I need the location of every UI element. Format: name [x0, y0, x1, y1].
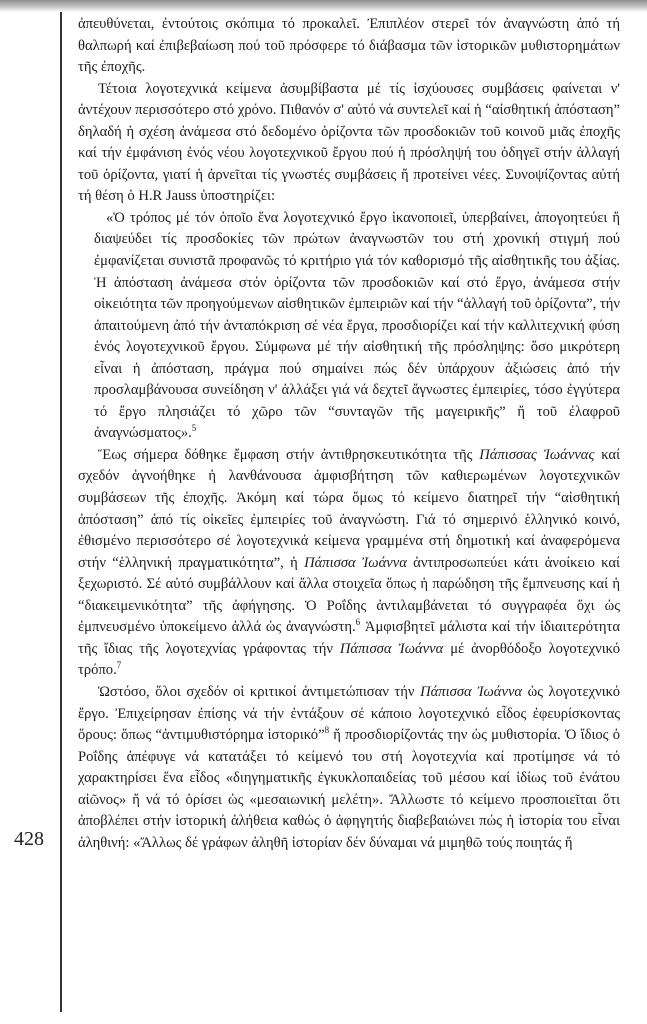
footnote-ref-8: 8: [324, 725, 330, 736]
quotation-text: «Ὁ τρόπος μέ τόν ὁποῖο ἕνα λογοτεχνικό ἔργο ἱκανοποιεῖ, ὑπερβαίνει, ἀπογοητεύει ἤ διαψεύδει τίς προσδοκίες τῶν πρώτων ἀναγνωστῶν του στή χρονική στιγμή πού ἐμφανίζεται συνιστᾶ προφανῶς τό κριτήριο γιά τόν καθορισμό τῆς αἰσθητικῆς του ἀξίας. Ἡ ἀπόσταση ἀνάμεσα στόν ὁρίζοντα τῶν προσδοκιῶν καί στό ἔργο, ἀνάμεσα στήν οἰκειότητα τῶν προηγούμενων αἰσθητικῶν ἐμπειριῶν καί τήν “ἀλλαγή τοῦ ὁρίζοντα”, τήν ἀπαιτούμενη ἀπό τήν ἀνταπόκριση σέ νέα ἔργα, προσδιορίζει καί τήν καλλιτεχνική φύση ἑνός λογοτεχνικοῦ ἔργου. Σύμφωνα μέ τήν αἰσθητική τῆς πρόσληψης: ὅσο μικρότερη εἶναι ἡ ἀπόσταση, πράγμα πού σημαίνει πώς δέν ὑπάρχουν ἀξιώσεις ἀπό τήν προσλαμβάνουσα συνείδηση ν' ἀλλάξει γιά νά δεχτεῖ ἄγνωστες ἐμπειρίες, τόσο ἐγγύτερα τό ἔργο πλησιάζει τό χῶρο τῶν “συνταγῶν τῆς μαγειρικῆς” ἤ τοῦ ἐλαφροῦ ἀναγνώσματος».: [94, 209, 620, 442]
paragraph-pope-joan: Ἕως σήμερα δόθηκε ἔμφαση στήν ἀντιθρησκευτικότητα τῆς Πάπισσας Ἰωάννας καί σχεδόν ἀγνοήθηκε ἡ λανθάνουσα ἀμφισβήτηση τῶν καθιερωμένων λογοτεχνικῶν συμβάσεων τῆς ἐποχῆς. Ἀκόμη καί τώρα ὅμως τό κείμενο διατηρεῖ τήν “αἰσθητική ἀπόσταση” ἀπό τίς οἰκεῖες ἐμπειρίες τοῦ ἀναγνώστη. Γιά τό σημερινό ἑλληνικό κοινό, ἐθισμένο περισσότερο σέ λογοτεχνικά κείμενα γραμμένα στή δημοτική καί ἀναφερόμενα στήν “ἑλληνική πραγματικότητα”, ἡ Πάπισσα Ἰωάννα ἀντιπροσωπεύει κάτι ἀνοίκειο καί ξεχωριστό. Σέ αὐτό συμβάλλουν καί ἄλλα στοιχεῖα ὅπως ἡ παρώδηση τῆς ἔμπνευσης καί ἡ “διακειμενικότητα” τῆς ἀφήγησης. Ὁ Ροΐδης ἀντιλαμβάνεται τό συγγραφέα ὄχι ὡς ἐμπνευσμένο ὑποκείμενο ἀλλά ὡς ἀναγνώστη.$^6$ Ἀμφισβητεῖ μάλιστα καί τήν ἰδιαιτερότητα τῆς ἴδιας τῆς λογοτεχνίας γράφοντας τήν Πάπισσα Ἰωάννα μέ ἀνορθόδοξο λογοτεχνικό τρόπο.$^7$: [78, 446, 621, 679]
work-title: Πάπισσα Ἰωάννα: [339, 640, 444, 657]
paragraph-aesthetic-distance: Τέτοια λογοτεχνικά κείμενα ἀσυμβίβαστα μέ τίς ἰσχύουσες συμβάσεις φαίνεται ν' ἀντέχουν περισσότερο στό χρόνο. Πιθανόν σ' αὐτό νά συντελεῖ καί ἡ “αἰσθητική ἀπόσταση” δηλαδή ἡ σχέση ἀνάμεσα στό δεδομένο ὁρίζοντα τῶν προσδοκιῶν τοῦ κοινοῦ μιᾶς ἐποχῆς καί τήν ἐμφάνιση ἑνός νέου λογοτεχνικοῦ ἔργου πού ἡ πρόσληψή του ὁδηγεῖ στήν ἀλλαγή τοῦ ὁρίζοντα, γιατί ἡ ἀρνεῖται τίς γνωστές συμβάσεις ἤ προτείνει νέες. Συνοψίζοντας αὐτή τή θέση ὁ H.R Jauss ὑποστηρίζει:: [78, 80, 620, 205]
page-number: 428: [14, 828, 44, 850]
paragraph-critics: Ὡστόσο, ὅλοι σχεδόν οἱ κριτικοί ἀντιμετώπισαν τήν Πάπισσα Ἰωάννα ὡς λογοτεχνικό ἔργο. Ἐπιχείρησαν ἐπίσης νά τήν ἐντάξουν σέ κάποιο λογοτεχνικό εἶδος ἐφευρίσκοντας ὅρους: ὅπως “ἀντιμυθιστόρημα ἱστορικό”$^8$ ἤ προσδιορίζοντάς την ὡς μυθιστορία. Ὁ ἴδιος ὁ Ροΐδης ἀπέφυγε νά κατατάξει τό κείμενό του στή λογοτεχνία καί προτίμησε νά τό χαρακτηρίσει ἕνα εἶδος «διηγηματικῆς ἐγκυκλοπαιδείας τοῦ μέσου καί ἰδίως τοῦ ἐνάτου αἰῶνος» ἤ νά τό ὁρίσει ὡς «μεσαιωνική μελέτη». Ἄλλωστε τό κείμενο προσποιεῖται ὅτι ἀποβλέπει στήν ἱστορική ἀλήθεια καθώς ὁ ἀφηγητής διαβεβαιώνει πώς ἡ ἱστορία του εἶναι ἀληθινή: «Ἄλλως δέ γράφων ἀληθῆ ἱστορίαν δέν δύναμαι νά μιμηθῶ τούς ποιητάς ἤ: [78, 683, 620, 851]
footnote-ref-5: 5: [191, 423, 197, 434]
paragraph-continued: ἀπευθύνεται, ἐντούτοις σκόπιμα τό προκαλεῖ. Ἐπιπλέον στερεῖ τόν ἀναγνώστη ἀπό τή θαλπωρή καί ἐπιβεβαίωση πού τοῦ πρόσφερε τό διάβασμα τῶν ἱστορικῶν μυθιστορημάτων τῆς ἐποχῆς.: [78, 16, 620, 76]
work-title: Πάπισσας Ἰωάννας: [479, 446, 595, 463]
jauss-quotation: [94, 208, 620, 445]
footnote-ref-7: 7: [116, 660, 122, 671]
footnote-ref-6: 6: [355, 617, 361, 628]
work-title: Πάπισσα Ἰωάννα: [420, 683, 523, 700]
margin-rule: [60, 12, 62, 1012]
work-title: Πάπισσα Ἰωάννα: [304, 554, 407, 571]
scan-edge-shadow: [0, 0, 647, 12]
body-text: [78, 14, 620, 854]
